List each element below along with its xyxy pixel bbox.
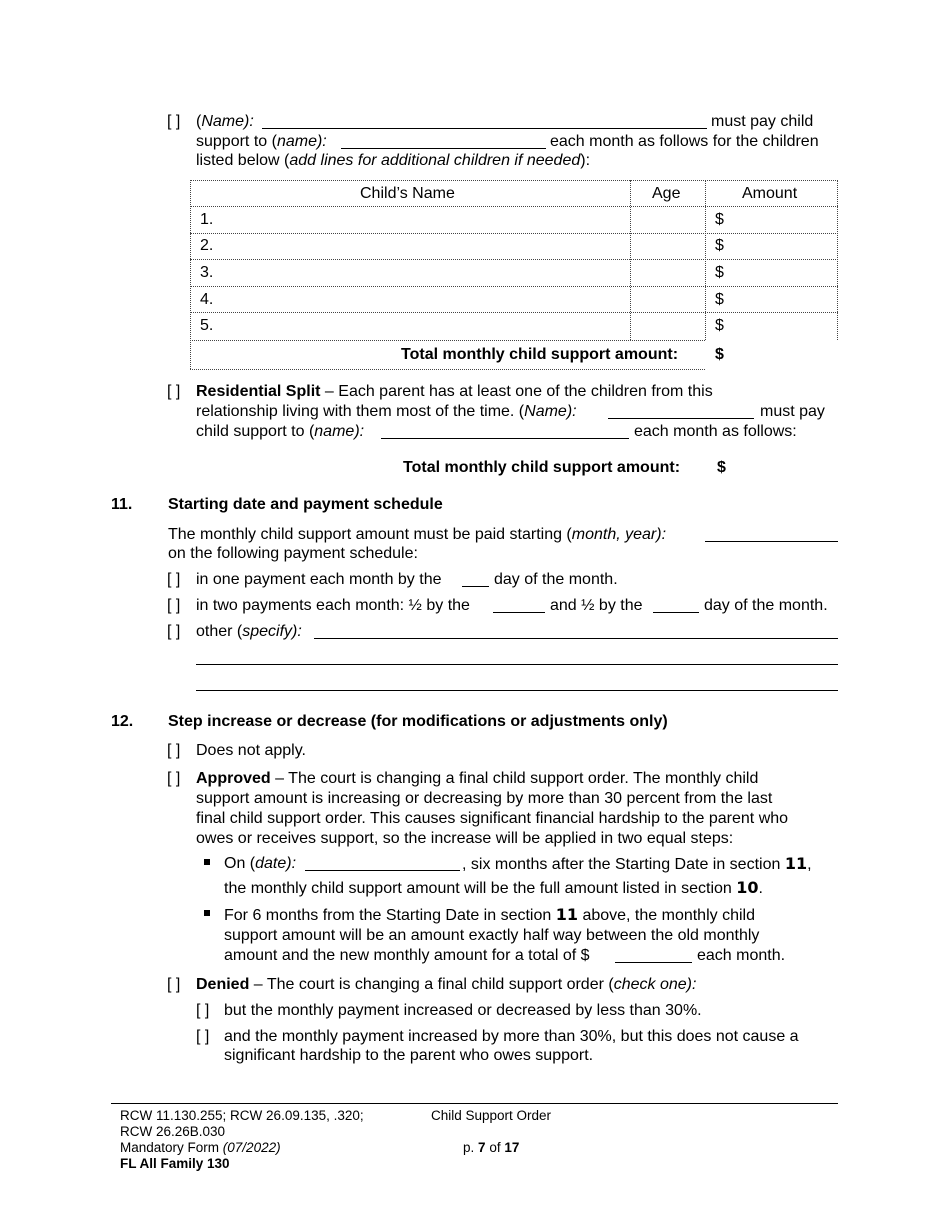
footer-title: Child Support Order xyxy=(431,1108,552,1123)
support-to-label: support to (name): xyxy=(196,133,327,150)
row-amount[interactable]: $ xyxy=(715,264,724,281)
split-total-label: Total monthly child support amount: xyxy=(403,459,681,476)
less-than-30-text: but the monthly payment increased or decreased by less than 30%. xyxy=(224,1002,702,1019)
bullet-icon xyxy=(204,859,210,865)
checkbox-more-than-30[interactable]: [ ] xyxy=(196,1028,210,1045)
other-specify-field[interactable] xyxy=(196,664,838,665)
six-months-line1: For 6 months from the Starting Date in section 11 above, the monthly child xyxy=(224,905,755,924)
other-specify-field[interactable] xyxy=(314,638,838,639)
section-12-title: Step increase or decrease (for modifications or adjustments only) xyxy=(168,713,668,730)
six-months-line2: support amount will be an amount exactly half way between the old monthly xyxy=(224,927,760,944)
more-than-30-line1: and the monthly payment increased by more than 30%, but this does not cause a xyxy=(224,1028,799,1045)
footer-mandatory: Mandatory Form (07/2022) xyxy=(120,1140,281,1155)
row-number: 4. xyxy=(200,291,214,308)
checkbox-approved[interactable]: [ ] xyxy=(167,770,181,787)
two-payments-text: in two payments each month: ½ by the xyxy=(196,597,470,614)
section-11-number: 11. xyxy=(111,496,133,513)
row-number: 5. xyxy=(200,317,214,334)
day-of-month-text: day of the month. xyxy=(704,597,828,614)
start-date-text: The monthly child support amount must be paid starting (month, year): xyxy=(168,526,667,543)
checkbox-does-not-apply[interactable]: [ ] xyxy=(167,742,181,759)
other-specify-label: other (specify): xyxy=(196,623,302,640)
row-number: 3. xyxy=(200,264,214,281)
other-specify-field[interactable] xyxy=(196,690,838,691)
split-payee-field[interactable] xyxy=(381,438,629,439)
footer-form-id: FL All Family 130 xyxy=(120,1156,230,1171)
payment-schedule-text: on the following payment schedule: xyxy=(168,545,418,562)
approved-line3: final child support order. This causes significant financial hardship to the parent who xyxy=(196,810,789,827)
checkbox-other[interactable]: [ ] xyxy=(167,623,181,640)
approved-line2: support amount is increasing or decreasing by more than 30 percent from the last xyxy=(196,790,773,807)
approved-line1: Approved – The court is changing a final child support order. The monthly child xyxy=(196,770,759,787)
residential-split-line3: child support to (name): xyxy=(196,423,365,440)
listed-below-text: listed below (add lines for additional children if needed): xyxy=(196,152,591,169)
row-amount[interactable]: $ xyxy=(715,291,724,308)
six-months-line3: amount and the new monthly amount for a total of $ xyxy=(224,947,590,964)
total-label: Total monthly child support amount: xyxy=(401,346,679,363)
checkbox-first-option[interactable]: [ ] xyxy=(167,113,181,130)
approved-line4: owes or receives support, so the increase will be applied in two equal steps: xyxy=(196,830,734,847)
footer-page-number: p. 7 of 17 xyxy=(463,1140,520,1155)
one-payment-day-field[interactable] xyxy=(462,586,489,587)
header-age: Age xyxy=(652,185,681,202)
must-pay-text: must pay xyxy=(760,403,825,420)
full-amount-text: the monthly child support amount will be the full amount listed in section 10. xyxy=(224,878,763,897)
section-12-number: 12. xyxy=(111,713,134,730)
and-half-text: and ½ by the xyxy=(550,597,643,614)
half-total-field[interactable] xyxy=(615,962,692,963)
row-amount[interactable]: $ xyxy=(715,211,724,228)
residential-split-line1: Residential Split – Each parent has at least one of the children from this xyxy=(196,383,713,400)
residential-split-line2: relationship living with them most of the time. (Name): xyxy=(196,403,577,420)
more-than-30-line2: significant hardship to the parent who owes support. xyxy=(224,1047,594,1064)
row-amount[interactable]: $ xyxy=(715,317,724,334)
denied-text: Denied – The court is changing a final child support order (check one): xyxy=(196,976,697,993)
footer-rcw-line1: RCW 11.130.255; RCW 26.09.135, .320; xyxy=(120,1108,364,1123)
split-total-value[interactable]: $ xyxy=(717,459,726,476)
each-month-text: each month as follows: xyxy=(634,423,797,440)
six-months-text: , six months after the Starting Date in section 11, xyxy=(462,854,812,873)
checkbox-less-than-30[interactable]: [ ] xyxy=(196,1002,210,1019)
checkbox-one-payment[interactable]: [ ] xyxy=(167,571,181,588)
checkbox-residential-split[interactable]: [ ] xyxy=(167,383,181,400)
header-amount: Amount xyxy=(742,185,798,202)
bullet-icon xyxy=(204,910,210,916)
payee-name-field[interactable] xyxy=(341,148,546,149)
payer-name-field[interactable] xyxy=(262,128,707,129)
checkbox-denied[interactable]: [ ] xyxy=(167,976,181,993)
total-value[interactable]: $ xyxy=(715,346,724,363)
first-day-field[interactable] xyxy=(493,612,545,613)
on-date-label: On (date): xyxy=(224,855,297,872)
footer-divider xyxy=(111,1103,838,1104)
each-month-text: each month. xyxy=(697,947,786,964)
each-month-text: each month as follows for the children xyxy=(550,133,819,150)
footer-rcw-line2: RCW 26.26B.030 xyxy=(120,1124,226,1139)
one-payment-text: in one payment each month by the xyxy=(196,571,442,588)
must-pay-text: must pay child xyxy=(711,113,814,130)
header-childs-name: Child’s Name xyxy=(360,185,455,202)
row-amount[interactable]: $ xyxy=(715,237,724,254)
row-number: 2. xyxy=(200,237,214,254)
day-of-month-text: day of the month. xyxy=(494,571,618,588)
start-date-field[interactable] xyxy=(705,541,838,542)
checkbox-two-payments[interactable]: [ ] xyxy=(167,597,181,614)
name-label: (Name): xyxy=(196,113,254,130)
section-11-title: Starting date and payment schedule xyxy=(168,496,443,513)
row-number: 1. xyxy=(200,211,214,228)
second-day-field[interactable] xyxy=(653,612,699,613)
split-payer-field[interactable] xyxy=(608,418,754,419)
step-date-field[interactable] xyxy=(305,870,460,871)
does-not-apply-text: Does not apply. xyxy=(196,742,306,759)
